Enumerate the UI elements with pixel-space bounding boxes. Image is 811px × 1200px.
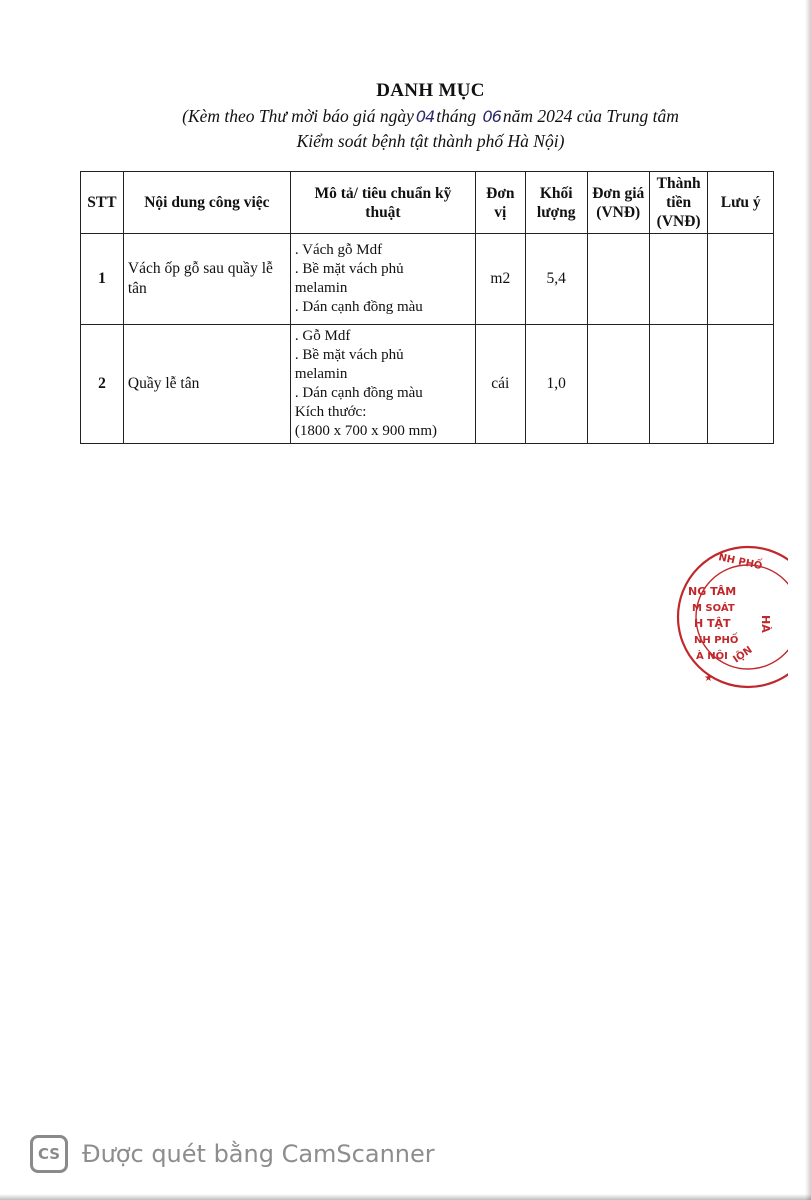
subtitle-month-word: tháng (436, 106, 477, 126)
description-line: . Bề mặt vách phủ (294, 347, 404, 363)
cell-description (290, 234, 475, 325)
cell-total (649, 325, 708, 444)
header-stt: STT (81, 172, 124, 234)
stamp-line: H TẬT (694, 617, 731, 630)
page-edge-shadow (805, 0, 811, 1200)
document-subtitle (50, 104, 811, 129)
table-row (81, 325, 774, 444)
camscanner-footer (30, 1135, 435, 1173)
handwritten-day: 04 (415, 107, 435, 126)
cell-note (708, 325, 774, 444)
header-unit: Đơn vị (476, 172, 526, 234)
cell-note (708, 234, 774, 325)
document-subtitle-line2: Kiểm soát bệnh tật thành phố Hà Nội) (296, 131, 565, 151)
cell-quantity: 5,4 (525, 234, 587, 325)
stamp-line: M SOÁT (692, 603, 735, 614)
official-stamp (676, 545, 788, 695)
subtitle-prefix: (Kèm theo Thư mời báo giá ngày (182, 106, 414, 126)
cell-stt: 2 (81, 325, 124, 444)
cell-unit: cái (476, 325, 526, 444)
header-note: Lưu ý (708, 172, 774, 234)
table-header-row (81, 172, 774, 234)
description-line: . Dán cạnh đồng màu (294, 385, 423, 401)
header-unit-price: Đơn giá (VNĐ) (587, 172, 649, 234)
stamp-star-icon: ★ (704, 673, 713, 684)
header-content: Nội dung công việc (123, 172, 290, 234)
stamp-ring-bottom: IỘN (731, 644, 755, 666)
camscanner-text: Được quét bằng CamScanner (82, 1140, 435, 1168)
description-line: (1800 x 700 x 900 mm) (294, 423, 437, 439)
description-line: . Dán cạnh đồng màu (294, 299, 423, 315)
camscanner-logo-icon: CS (30, 1135, 68, 1173)
stamp-ring-right: HÀ (759, 615, 772, 633)
cell-stt: 1 (81, 234, 124, 325)
cell-description (290, 325, 475, 444)
stamp-line: À NỘI (696, 651, 728, 662)
cell-unit-price (587, 234, 649, 325)
cell-content: Vách ốp gỗ sau quầy lễ tân (123, 234, 290, 325)
cell-content: Quầy lễ tân (123, 325, 290, 444)
header-description: Mô tả/ tiêu chuẩn kỹ thuật (290, 172, 475, 234)
table-row (81, 234, 774, 325)
cell-unit: m2 (476, 234, 526, 325)
cell-quantity: 1,0 (525, 325, 587, 444)
page-bottom-shadow (0, 1194, 811, 1200)
document-title: DANH MỤC (376, 80, 485, 101)
description-line: . Vách gỗ Mdf (294, 242, 383, 258)
stamp-line: NH PHỐ (694, 635, 739, 646)
subtitle-suffix: năm 2024 của Trung tâm (502, 106, 679, 126)
description-line: . Gỗ Mdf (294, 328, 351, 344)
items-table (80, 171, 774, 444)
handwritten-month: 06 (482, 107, 501, 126)
stamp-line: NG TÂM (688, 585, 737, 598)
description-line: melamin (294, 366, 348, 382)
stamp-ring-top: NH PHỐ (717, 552, 764, 573)
description-line: Kích thước: (294, 404, 367, 420)
description-line: . Bề mặt vách phủ (294, 261, 404, 277)
document-header (0, 78, 811, 153)
cell-unit-price (587, 325, 649, 444)
header-total: Thành tiền (VNĐ) (649, 172, 708, 234)
header-quantity: Khối lượng (525, 172, 587, 234)
cell-total (649, 234, 708, 325)
description-line: melamin (294, 280, 348, 296)
